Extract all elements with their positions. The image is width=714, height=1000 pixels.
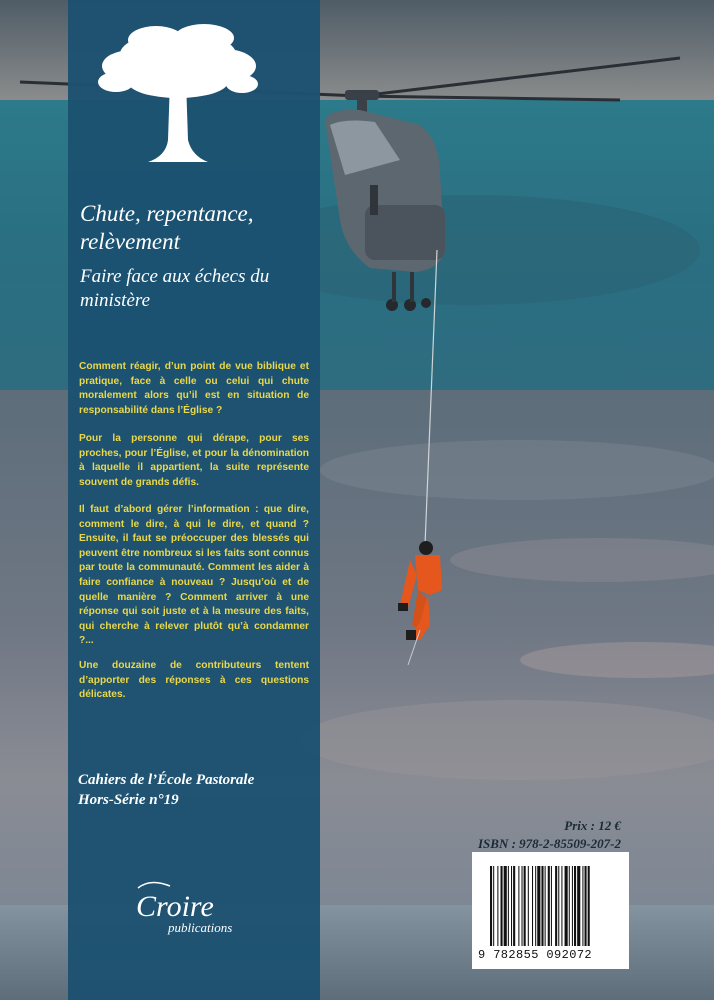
publisher-main: Croire <box>136 890 214 923</box>
series-name: Cahiers de l’École Pastorale <box>78 772 255 788</box>
publisher-logo <box>130 880 250 940</box>
barcode <box>472 852 629 969</box>
barcode-digits: 9 782855 092072 <box>478 948 593 962</box>
publisher-sub: publications <box>168 920 233 935</box>
description-paragraph-3: Il faut d’abord gérer l’information : que dire, comment le dire, à qui le dire, et quand ? Ensuite, il faut se préoccuper des blessés qui peuvent être nombreux si les faits sont connus par toute la communauté. Comment les aider à faire confiance à nouveau ? Jusqu’où et de quelle manière ? Comment arriver à une réponse qui soit juste et à la mesure des faits, qui cherche à relever plutôt qu’à condamner ?... <box>79 504 309 647</box>
description-paragraph-2: Pour la personne qui dérape, pour ses proches, pour l’Église, et pour la dénomination à laquelle il appartient, la suite représente souvent de grands défis. <box>79 433 309 488</box>
isbn-label: ISBN : 978-2-85509-207-2 <box>478 836 621 851</box>
description-paragraph-4: Une douzaine de contributeurs tentent d’apporter des réponses à ces questions délicates. <box>79 660 309 701</box>
price-label: Prix : 12 € <box>564 818 621 833</box>
description-paragraph-1: Comment réagir, d’un point de vue biblique et pratique, face à celle ou celui qui chute moralement alors qu’il est en situation de responsabilité dans l’Église ? <box>79 361 309 416</box>
book-title: Chute, repentance, relèvement <box>80 201 254 254</box>
series-number: Hors-Série n°19 <box>78 792 179 808</box>
book-subtitle: Faire face aux échecs du ministère <box>80 266 270 311</box>
tree-logo-icon <box>96 20 260 168</box>
